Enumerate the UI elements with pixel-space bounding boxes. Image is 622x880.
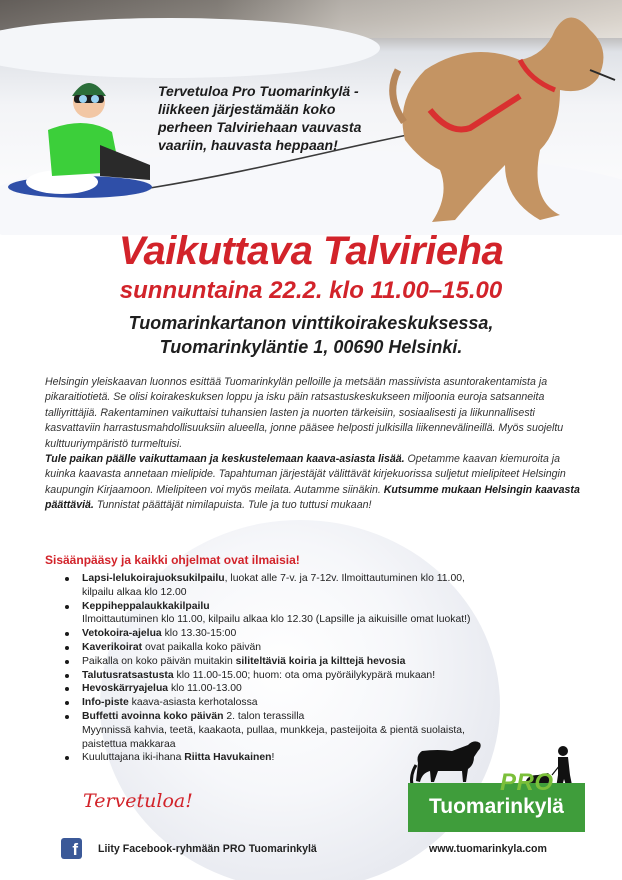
- list-item: Keppiheppalaukkakilpailu Ilmoittautuminen klo 11.00, kilpailu alkaa klo 12.30 (Lapsille ja aikuisille omat luokat!): [62, 600, 482, 628]
- logo-name-text: Tuomarinkylä: [429, 795, 564, 818]
- list-item: Kaverikoirat ovat paikalla koko päivän: [62, 641, 482, 655]
- facebook-group-link[interactable]: Liity Facebook-ryhmään PRO Tuomarinkylä: [98, 843, 317, 855]
- list-item: Buffetti avoinna koko päivän 2. talon terassilla Myynnissä kahvia, teetä, kaakaota, pullaa, munkkeja, pasteijoita & pientä suolaista, paistettua makkaraa: [62, 710, 482, 751]
- body-paragraph-1: Helsingin yleiskaavan luonnos esittää Tuomarinkylän pelloille ja metsään massiivista asuntorakentamista ja pikaraitiotietä. Se olisi koirakeskuksen loppu ja isku päin ratsastuskeskukseen miljoonia euroja satsanneita talliyrittäjiä. Rakentaminen vaikuttaisi tuhansien lasten ja nuorten tärkeisiin, sosiaalisesti ja liikunnallisesti kasvattaviin harrastusmahdollisuuksiin alueella, jonne pääsee helposti julkisilla liikennevälineillä. Myös suojeltu kulttuuriympäristö turmeltuisi.: [45, 376, 564, 450]
- body-emphasis-1: Tule paikan päälle vaikuttamaan ja keskustelemaan kaava-asiasta lisää.: [45, 453, 405, 466]
- list-item: Paikalla on koko päivän muitakin siliteltäviä koiria ja kilttejä hevosia: [62, 655, 482, 669]
- list-item: Lapsi-lelukoirajuoksukilpailu, luokat alle 7-v. ja 7-12v. Ilmoittautuminen klo 11.00, kilpailu alkaa klo 12.00: [62, 572, 482, 600]
- pro-tuomarinkyla-logo: [408, 735, 585, 832]
- program-heading: Sisäänpääsy ja kaikki ohjelmat ovat ilmaisia!: [45, 553, 300, 567]
- location-line-2: Tuomarinkyläntie 1, 00690 Helsinki.: [159, 337, 463, 357]
- body-text: [45, 375, 585, 514]
- body-text-2: Tunnistat päättäjät nimilapuista. Tule ja tuo tuttusi mukaan!: [93, 499, 372, 512]
- list-item: Talutusratsastusta klo 11.00-15.00; huom: ota oma pyöräilykypärä mukaan!: [62, 669, 482, 683]
- list-item: Vetokoira-ajelua klo 13.30-15:00: [62, 627, 482, 641]
- event-title: Vaikuttava Talvirieha: [118, 229, 504, 273]
- website-link[interactable]: www.tuomarinkyla.com: [429, 843, 547, 855]
- facebook-icon[interactable]: f: [61, 838, 82, 859]
- body-text-1: Opetamme kaavan kiemuroita ja kuinka kaavasta annetaan mielipide. Tapahtuman järjestäjät välittävät kirjekuorissa suljetut mielipiteet Helsingin kaupungin Kirjaamoon. Mielipiteen voi myös meilata. Autamme siinäkin.: [45, 453, 566, 496]
- location-line-1: Tuomarinkartanon vinttikoirakeskuksessa,: [128, 313, 494, 333]
- intro-text: Tervetuloa Pro Tuomarinkylä -liikkeen järjestämään koko perheen Talviriehaan vauvasta vaariin, hauvasta heppaan!: [158, 83, 362, 153]
- event-location: [0, 311, 622, 359]
- list-item: Hevoskärryajelua klo 11.00-13.00: [62, 682, 482, 696]
- list-item: Kuuluttajana iki-ihana Riitta Havukainen!: [62, 751, 482, 765]
- welcome-text: Tervetuloa!: [83, 790, 193, 812]
- logo-pro-text: PRO: [500, 769, 554, 796]
- body-paragraph-2: [45, 452, 585, 514]
- list-item: Info-piste kaava-asiasta kerhotalossa: [62, 696, 482, 710]
- event-date: sunnuntaina 22.2. klo 11.00–15.00: [119, 277, 503, 304]
- body-emphasis-2: Kutsumme mukaan Helsingin kaavasta päättäviä.: [45, 483, 580, 512]
- hero-photo: [0, 0, 622, 235]
